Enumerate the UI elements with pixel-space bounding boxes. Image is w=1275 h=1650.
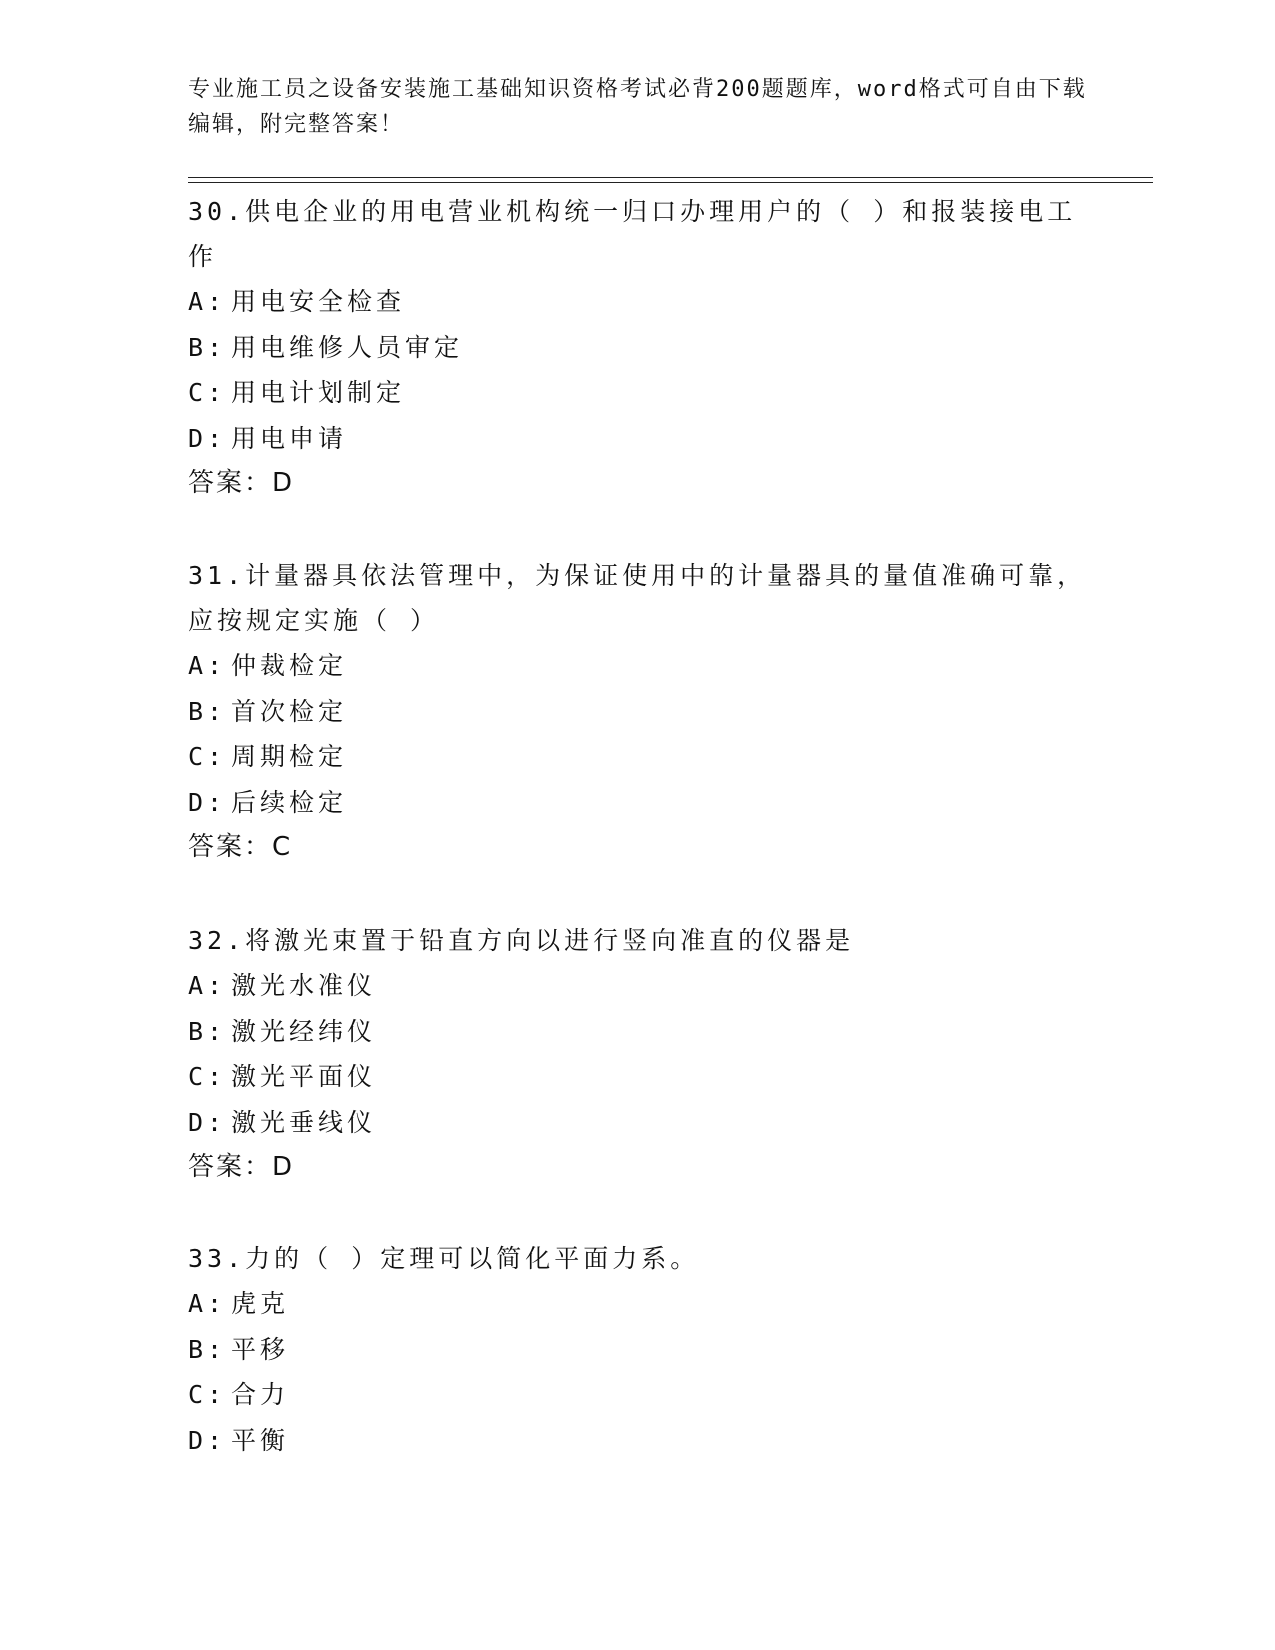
option-letter: B: [188, 1334, 227, 1364]
option-c [188, 1054, 1088, 1100]
option-text: 平移 [231, 1334, 290, 1364]
question-31 [188, 553, 1088, 870]
header-divider-bottom [188, 182, 1153, 183]
option-text: 平衡 [231, 1425, 290, 1455]
option-text: 用电计划制定 [231, 378, 406, 407]
answer-line: 答案：C [188, 832, 293, 862]
option-text: 用电申请 [231, 423, 348, 453]
option-letter: B: [188, 1016, 227, 1046]
option-letter: C: [188, 378, 227, 407]
option-letter: A: [188, 287, 227, 316]
option-letter: D: [188, 1107, 227, 1137]
question-30 [188, 189, 1088, 506]
option-d [188, 416, 1088, 462]
option-letter: D: [188, 423, 227, 453]
option-text: 合力 [231, 1380, 290, 1409]
option-b [188, 1327, 1088, 1373]
answer-line: 答案：D [188, 1152, 295, 1182]
option-text: 激光经纬仪 [231, 1016, 377, 1046]
question-32 [188, 918, 1088, 1190]
question-text: 33.力的（ ）定理可以简化平面力系。 [188, 1244, 700, 1273]
question-text: 30.供电企业的用电营业机构统一归口办理用户的（ ）和报装接电工作 [188, 197, 1077, 271]
option-letter: D: [188, 1425, 227, 1455]
option-letter: B: [188, 696, 227, 726]
answer-line: 答案：D [188, 468, 295, 498]
option-b [188, 1009, 1088, 1055]
option-letter: D: [188, 787, 227, 817]
option-text: 用电维修人员审定 [231, 332, 464, 362]
option-text: 激光水准仪 [231, 971, 377, 1000]
option-text: 后续检定 [231, 787, 348, 817]
option-a [188, 279, 1088, 325]
option-d [188, 1100, 1088, 1146]
option-letter: C: [188, 742, 227, 771]
option-letter: A: [188, 1289, 227, 1318]
option-c [188, 1372, 1088, 1418]
question-33 [188, 1236, 1088, 1463]
option-d [188, 780, 1088, 826]
document-header: 专业施工员之设备安装施工基础知识资格考试必背200题题库，word格式可自由下载编辑，附完整答案！ [188, 77, 1087, 137]
option-text: 仲裁检定 [231, 651, 348, 680]
option-d [188, 1418, 1088, 1464]
option-text: 周期检定 [231, 742, 348, 771]
option-letter: A: [188, 651, 227, 680]
option-text: 激光垂线仪 [231, 1107, 377, 1137]
option-letter: C: [188, 1062, 227, 1091]
option-c [188, 370, 1088, 416]
option-b [188, 689, 1088, 735]
question-text: 31.计量器具依法管理中，为保证使用中的计量器具的量值准确可靠，应按规定实施（ ） [188, 561, 1087, 635]
option-text: 用电安全检查 [231, 287, 406, 316]
option-a [188, 643, 1088, 689]
option-b [188, 325, 1088, 371]
option-text: 激光平面仪 [231, 1062, 377, 1091]
option-text: 首次检定 [231, 696, 348, 726]
option-c [188, 734, 1088, 780]
option-text: 虎克 [231, 1289, 290, 1318]
question-text: 32.将激光束置于铅直方向以进行竖向准直的仪器是 [188, 926, 855, 955]
option-letter: A: [188, 971, 227, 1000]
option-letter: C: [188, 1380, 227, 1409]
option-a [188, 1281, 1088, 1327]
option-letter: B: [188, 332, 227, 362]
header-divider-top [188, 177, 1153, 178]
option-a [188, 963, 1088, 1009]
